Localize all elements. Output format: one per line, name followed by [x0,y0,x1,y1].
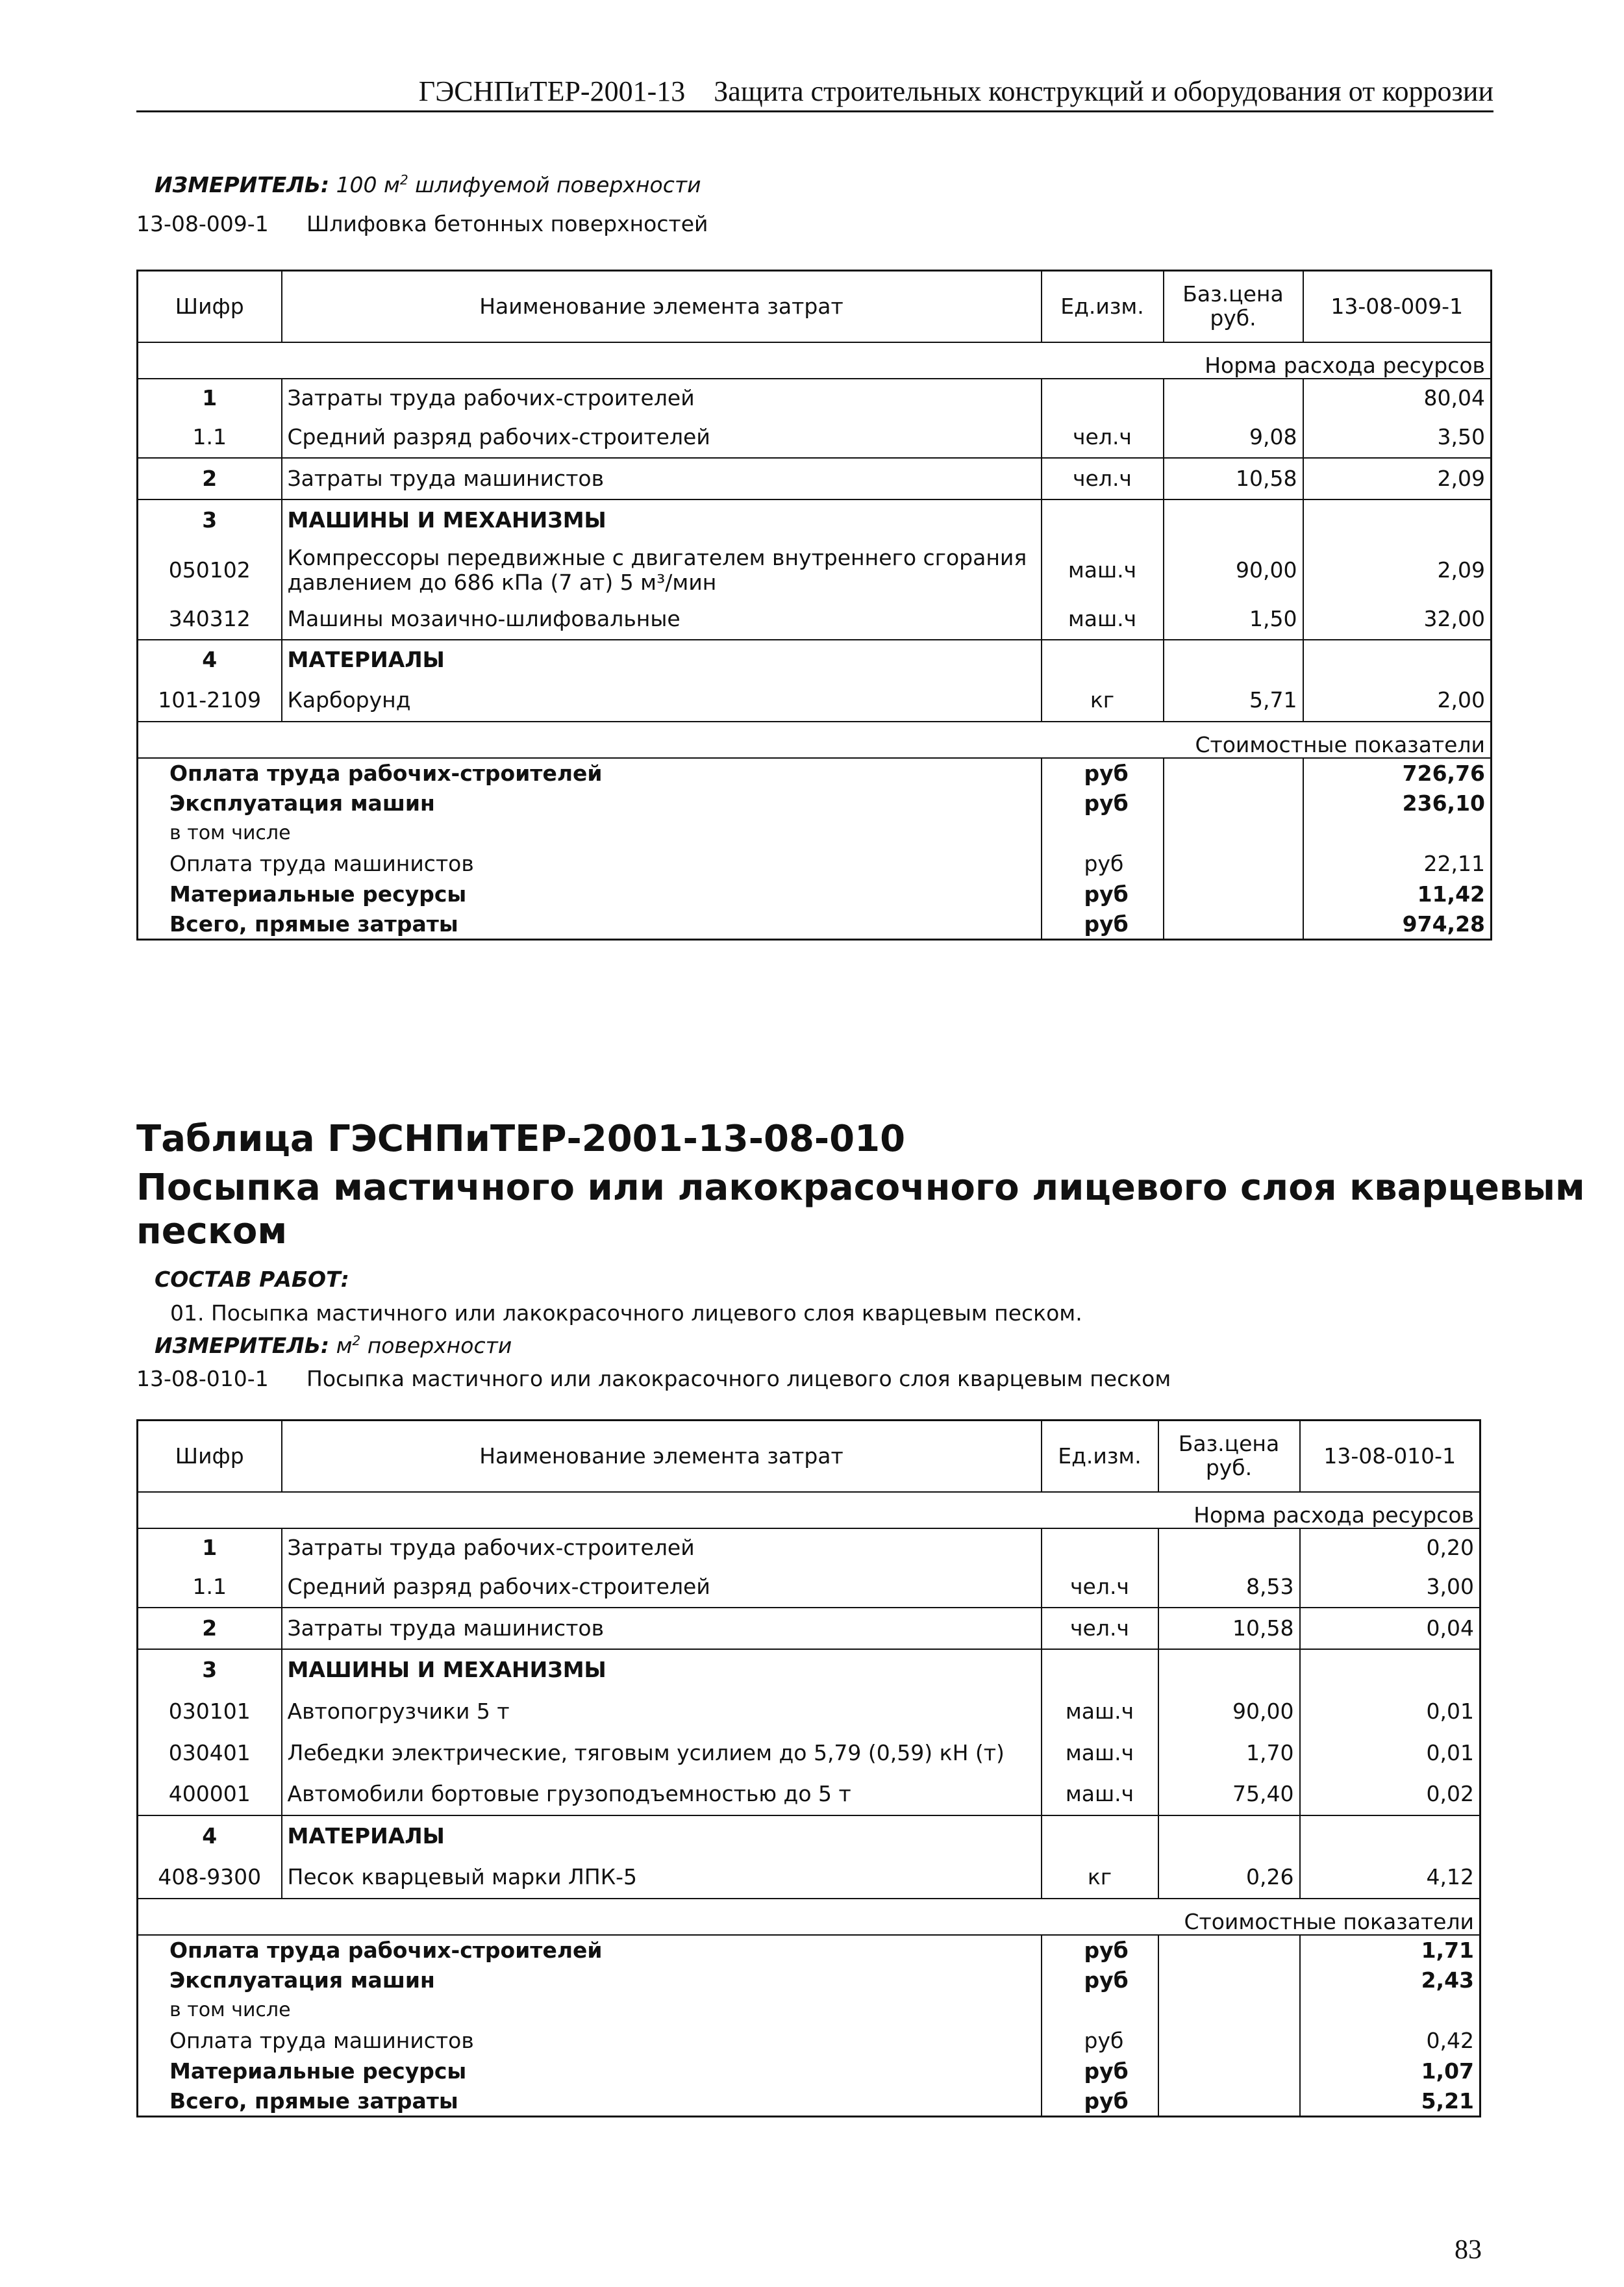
table-row [138,1815,1480,1857]
row-unit: маш.ч [1042,541,1164,600]
cost-empty [1158,1996,1300,2026]
cost-row [138,910,1492,940]
measurer-label: ИЗМЕРИТЕЛЬ: [155,1333,330,1358]
cost-label: Стоимостные показатели [138,1899,1480,1935]
row-code: 030101 [138,1691,282,1732]
item-line [136,211,708,236]
norm-band-row [138,342,1492,379]
cost-value: 22,11 [1303,849,1492,879]
item-code: 13-08-009-1 [136,211,269,236]
table-row [138,1608,1480,1649]
row-value [1300,1815,1480,1857]
cost-empty [1164,910,1303,940]
row-value: 0,01 [1300,1691,1480,1732]
table-header-row [138,271,1492,342]
table-title: Таблица ГЭСНПиТЕР-2001-13-08-010 [136,1118,906,1160]
works-label: СОСТАВ РАБОТ: [155,1267,349,1292]
cost-band-row [138,1899,1480,1935]
row-unit [1042,379,1164,418]
row-code: 4 [138,640,282,680]
row-value: 32,00 [1303,600,1492,640]
row-unit [1042,1649,1158,1691]
cost-unit: руб [1042,2026,1158,2056]
row-value: 4,12 [1300,1857,1480,1899]
row-name: Затраты труда рабочих-строителей [282,1528,1042,1567]
row-unit [1042,640,1164,680]
cost-unit: руб [1042,849,1164,879]
measurer-line [155,1333,512,1358]
table-row [138,1528,1480,1567]
running-header [136,75,1493,112]
cost-value: 236,10 [1303,789,1492,819]
cost-name: в том числе [138,819,1042,849]
header-name: Наименование элемента затрат [282,271,1042,342]
norm-band-row [138,1492,1480,1528]
row-code: 400001 [138,1774,282,1815]
row-price [1158,1649,1300,1691]
measurer-line [155,172,701,197]
row-unit: маш.ч [1042,1774,1158,1815]
row-value: 2,09 [1303,541,1492,600]
header-code: Шифр [138,271,282,342]
cost-empty [1158,2026,1300,2056]
cost-empty [1158,2056,1300,2087]
row-price: 10,58 [1164,458,1303,499]
table-row [138,418,1492,458]
row-unit: кг [1042,680,1164,722]
section-title-line2: песком [136,1210,288,1253]
row-code: 1.1 [138,1567,282,1608]
cost-empty [1164,879,1303,910]
section-title [136,1166,1585,1253]
table-row [138,600,1492,640]
table-row [138,541,1492,600]
cost-row [138,2087,1480,2117]
row-name: Лебедки электрические, тяговым усилием до 5,79 (0,59) кН (т) [282,1732,1042,1774]
row-code: 1 [138,379,282,418]
cost-empty [1164,819,1303,849]
table-row [138,680,1492,722]
row-value: 0,02 [1300,1774,1480,1815]
row-value [1300,1649,1480,1691]
row-value [1303,640,1492,680]
row-price [1164,379,1303,418]
row-name: Затраты труда машинистов [282,458,1042,499]
cost-value [1300,1996,1480,2026]
resource-norm-table [136,270,1492,941]
item-line [136,1366,1171,1391]
cost-unit: руб [1042,910,1164,940]
page-number: 83 [1455,2235,1482,2265]
row-value: 0,20 [1300,1528,1480,1567]
table-row [138,499,1492,541]
row-unit: кг [1042,1857,1158,1899]
works-item: 01. Посыпка мастичного или лакокрасочного лицевого слоя кварцевым песком. [170,1300,1082,1326]
cost-unit [1042,1996,1158,2026]
table-row [138,1774,1480,1815]
cost-value: 11,42 [1303,879,1492,910]
row-code: 050102 [138,541,282,600]
row-price: 1,70 [1158,1732,1300,1774]
table-row [138,1691,1480,1732]
cost-label: Стоимостные показатели [138,722,1492,758]
cost-name: Эксплуатация машин [138,789,1042,819]
row-code: 340312 [138,600,282,640]
header-unit: Ед.изм. [1042,1421,1158,1492]
measurer-label: ИЗМЕРИТЕЛЬ: [155,172,330,197]
cost-value: 0,42 [1300,2026,1480,2056]
resource-norm-table [136,1419,1481,2117]
row-price: 9,08 [1164,418,1303,458]
cost-value: 974,28 [1303,910,1492,940]
row-value: 3,50 [1303,418,1492,458]
header-price: Баз.цена руб. [1158,1421,1300,1492]
cost-unit: руб [1042,879,1164,910]
row-name: Автопогрузчики 5 т [282,1691,1042,1732]
item-name: Шлифовка бетонных поверхностей [306,211,708,236]
row-name: Средний разряд рабочих-строителей [282,1567,1042,1608]
norm-label: Норма расхода ресурсов [138,1492,1480,1528]
cost-empty [1164,789,1303,819]
norm-label: Норма расхода ресурсов [138,342,1492,379]
cost-unit [1042,819,1164,849]
item-name: Посыпка мастичного или лакокрасочного лицевого слоя кварцевым песком [306,1366,1171,1391]
cost-name: Всего, прямые затраты [138,2087,1042,2117]
cost-empty [1164,758,1303,789]
header-unit: Ед.изм. [1042,271,1164,342]
row-name: МАШИНЫ И МЕХАНИЗМЫ [282,499,1042,541]
measurer-value: 100 $м^2$ шлифуемой поверхности [336,172,701,197]
cost-unit: руб [1042,1935,1158,1965]
table-row [138,1649,1480,1691]
row-code: 3 [138,499,282,541]
header-name: Наименование элемента затрат [282,1421,1042,1492]
row-code: 030401 [138,1732,282,1774]
cost-row [138,849,1492,879]
header-price: Баз.цена руб. [1164,271,1303,342]
cost-empty [1164,849,1303,879]
row-price: 8,53 [1158,1567,1300,1608]
row-unit [1042,1528,1158,1567]
cost-unit: руб [1042,2056,1158,2087]
table-header-row [138,1421,1480,1492]
cost-name: в том числе [138,1996,1042,2026]
header-title: Защита строительных конструкций и оборудования от коррозии [714,75,1493,107]
measurer-value: $м^2$ поверхности [336,1333,512,1358]
row-price [1158,1815,1300,1857]
row-unit: маш.ч [1042,1732,1158,1774]
cost-unit: руб [1042,789,1164,819]
row-value: 2,00 [1303,680,1492,722]
row-name: Песок кварцевый марки ЛПК-5 [282,1857,1042,1899]
row-name: Машины мозаично-шлифовальные [282,600,1042,640]
row-unit: чел.ч [1042,1567,1158,1608]
row-price [1164,640,1303,680]
row-name: МАТЕРИАЛЫ [282,640,1042,680]
cost-name: Всего, прямые затраты [138,910,1042,940]
row-unit [1042,499,1164,541]
row-unit: чел.ч [1042,1608,1158,1649]
table-row [138,1732,1480,1774]
row-unit: чел.ч [1042,418,1164,458]
row-value: 3,00 [1300,1567,1480,1608]
row-code: 4 [138,1815,282,1857]
cost-name: Оплата труда рабочих-строителей [138,1935,1042,1965]
cost-value: 2,43 [1300,1965,1480,1996]
row-name: Затраты труда рабочих-строителей [282,379,1042,418]
row-price: 10,58 [1158,1608,1300,1649]
row-price: 1,50 [1164,600,1303,640]
row-price: 90,00 [1164,541,1303,600]
row-code: 3 [138,1649,282,1691]
cost-name: Материальные ресурсы [138,879,1042,910]
table-row [138,458,1492,499]
cost-row [138,2056,1480,2087]
cost-name: Оплата труда машинистов [138,849,1042,879]
row-value: 2,09 [1303,458,1492,499]
header-code: Шифр [138,1421,282,1492]
row-unit: маш.ч [1042,1691,1158,1732]
cost-name: Эксплуатация машин [138,1965,1042,1996]
row-unit [1042,1815,1158,1857]
row-code: 1.1 [138,418,282,458]
row-name: Средний разряд рабочих-строителей [282,418,1042,458]
row-code: 2 [138,458,282,499]
cost-value: 726,76 [1303,758,1492,789]
cost-name: Оплата труда машинистов [138,2026,1042,2056]
cost-name: Оплата труда рабочих-строителей [138,758,1042,789]
row-code: 101-2109 [138,680,282,722]
cost-empty [1158,1935,1300,1965]
row-unit: чел.ч [1042,458,1164,499]
section-title-line1: Посыпка мастичного или лакокрасочного лицевого слоя кварцевым [136,1167,1585,1209]
cost-row [138,789,1492,819]
header-norm-code: 13-08-009-1 [1303,271,1492,342]
table-row [138,640,1492,680]
row-code: 1 [138,1528,282,1567]
table-row [138,379,1492,418]
table-row [138,1567,1480,1608]
row-name: МАШИНЫ И МЕХАНИЗМЫ [282,1649,1042,1691]
header-norm-code: 13-08-010-1 [1300,1421,1480,1492]
cost-row [138,879,1492,910]
cost-row [138,1965,1480,1996]
cost-unit: руб [1042,758,1164,789]
item-code: 13-08-010-1 [136,1366,269,1391]
cost-band-row [138,722,1492,758]
cost-empty [1158,2087,1300,2117]
cost-empty [1158,1965,1300,1996]
row-price: 75,40 [1158,1774,1300,1815]
row-price: 5,71 [1164,680,1303,722]
row-value: 80,04 [1303,379,1492,418]
cost-value: 1,07 [1300,2056,1480,2087]
cost-value [1303,819,1492,849]
row-value: 0,01 [1300,1732,1480,1774]
row-name: Автомобили бортовые грузоподъемностью до 5 т [282,1774,1042,1815]
cost-name: Материальные ресурсы [138,2056,1042,2087]
row-price: 0,26 [1158,1857,1300,1899]
cost-row [138,1996,1480,2026]
row-code: 2 [138,1608,282,1649]
row-price [1164,499,1303,541]
cost-unit: руб [1042,2087,1158,2117]
row-price: 90,00 [1158,1691,1300,1732]
cost-row [138,2026,1480,2056]
row-name: Затраты труда машинистов [282,1608,1042,1649]
row-name: Компрессоры передвижные с двигателем внутреннего сгорания давлением до 686 кПа (7 ат) 5 м³/мин [282,541,1042,600]
row-price [1158,1528,1300,1567]
row-name: Карборунд [282,680,1042,722]
row-code: 408-9300 [138,1857,282,1899]
cost-value: 1,71 [1300,1935,1480,1965]
cost-row [138,758,1492,789]
cost-value: 5,21 [1300,2087,1480,2117]
cost-row [138,1935,1480,1965]
row-value [1303,499,1492,541]
row-name: МАТЕРИАЛЫ [282,1815,1042,1857]
row-value: 0,04 [1300,1608,1480,1649]
row-unit: маш.ч [1042,600,1164,640]
header-code: ГЭСНПиТЕР-2001-13 [418,75,686,107]
cost-unit: руб [1042,1965,1158,1996]
cost-row [138,819,1492,849]
table-row [138,1857,1480,1899]
